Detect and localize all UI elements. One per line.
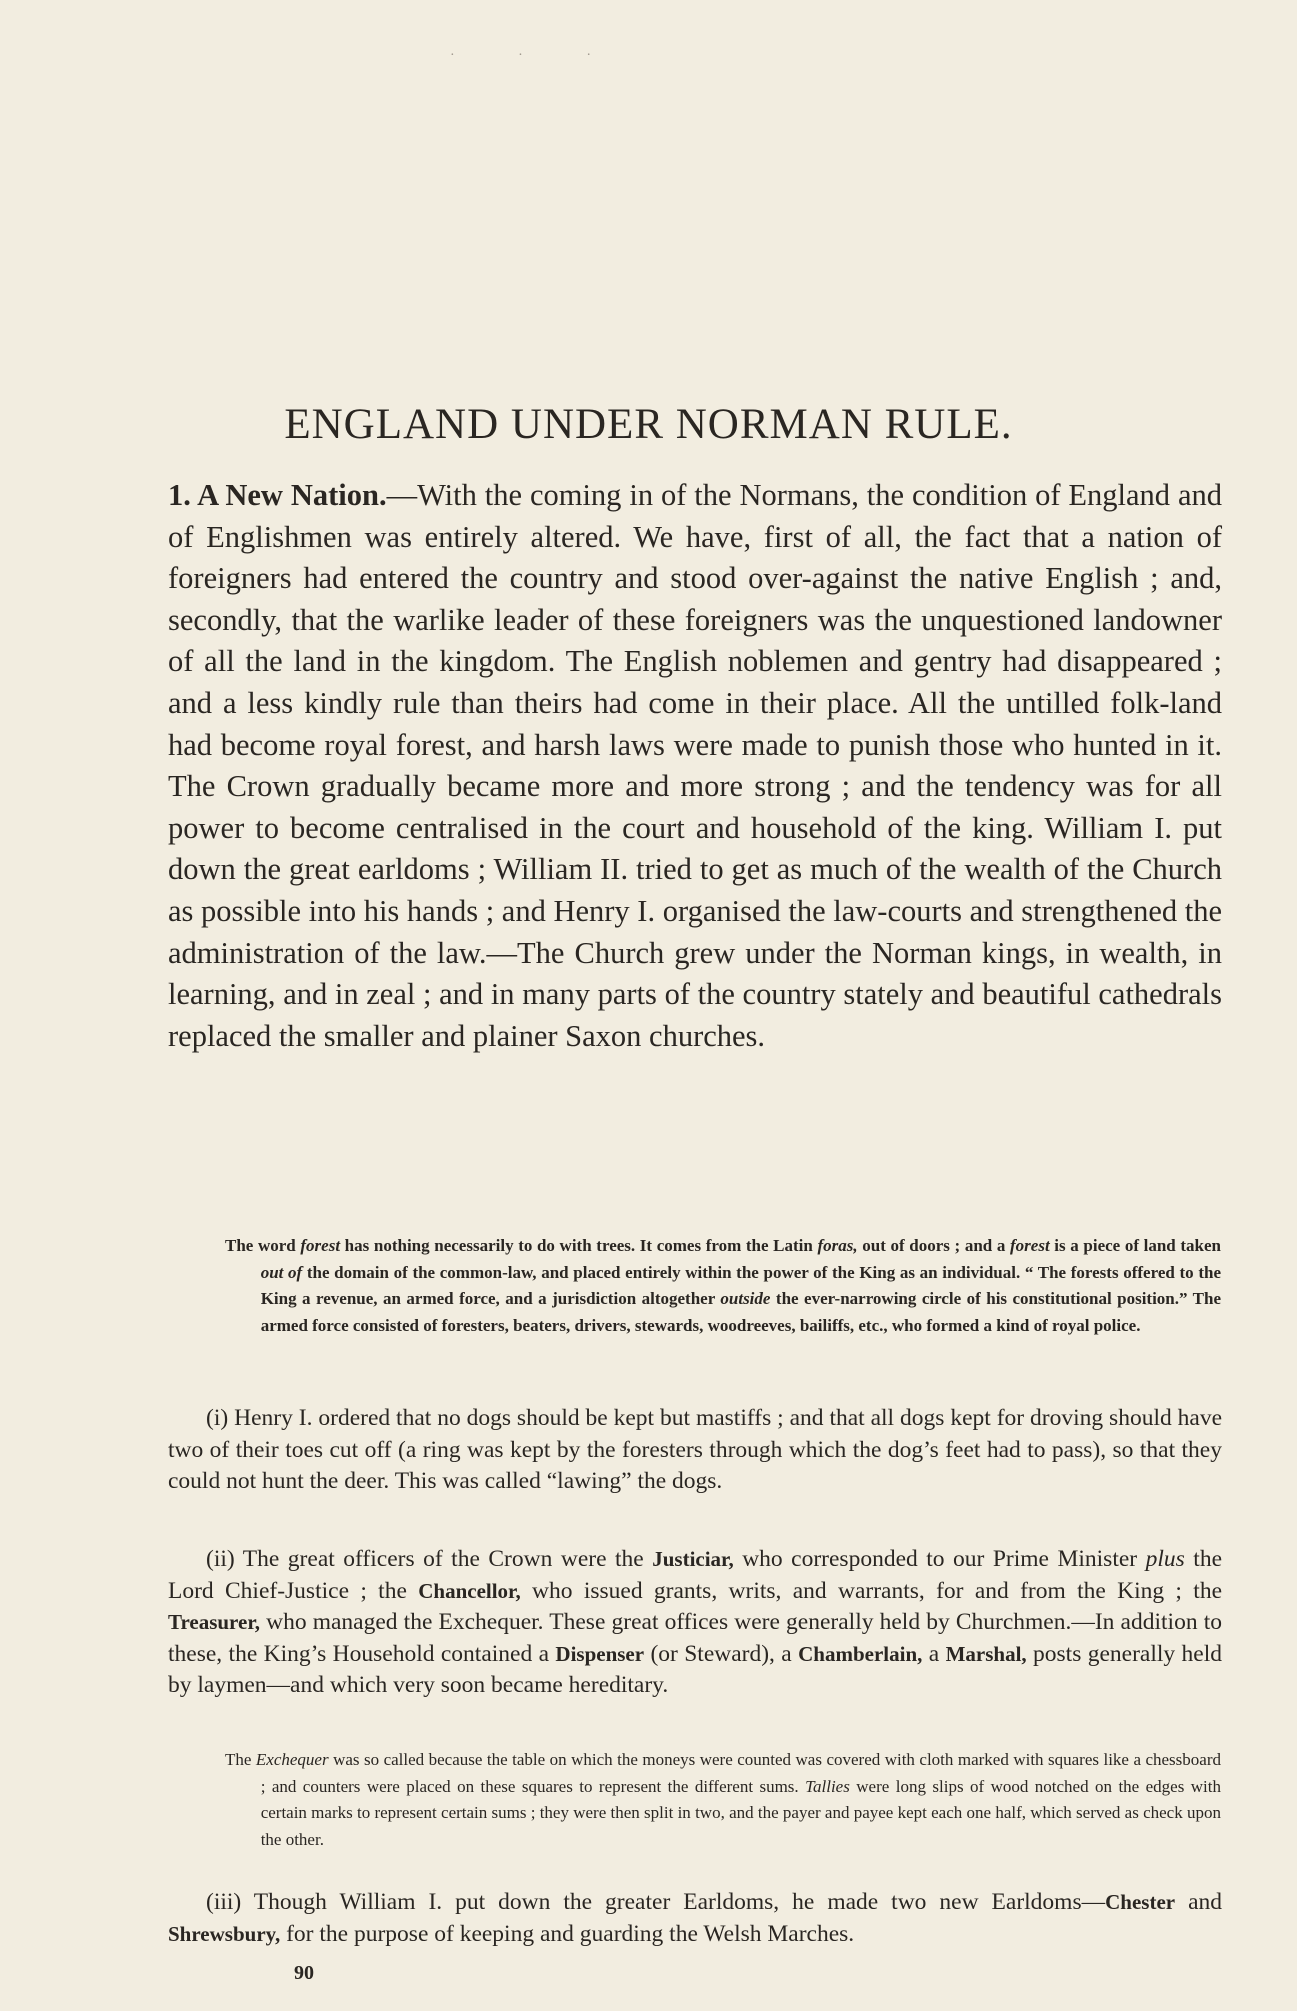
note-italic: foras,	[817, 1236, 858, 1255]
note-italic: Exchequer	[255, 1750, 329, 1769]
earldom-term: Chester	[1105, 1890, 1176, 1914]
section-1-paragraph	[168, 475, 1222, 1057]
para-text: (ii) The great officers of the Crown were the	[206, 1546, 653, 1572]
note-text: were long slips of wood notched on the edges with certain marks to represent certain sums ; they were then split in two, and the payer and payee kept each one half, which served as check upon the other.	[260, 1776, 1221, 1849]
para-text: who corresponded to our Prime Minister	[733, 1546, 1146, 1572]
para-italic: plus	[1145, 1546, 1185, 1572]
page-number: 90	[294, 1962, 314, 1984]
para-text: (or Steward), a	[644, 1640, 799, 1667]
para-text: for the purpose of keeping and guarding the Welsh Marches.	[280, 1920, 855, 1947]
section-1-body: —With the coming in of the Normans, the condition of England and of Englishmen was entirely altered. We have, first of all, the fact that a nation of foreigners had entered the country and stood over-against the native English ; and, secondly, that the warlike leader of these foreigners was the unquestioned landowner of all the land in the kingdom. The English noblemen and gentry had disappeared ; and a less kindly rule than theirs had come in their place. All the untilled folk-land had become royal forest, and harsh laws were made to punish those who hunted in it. The Crown gradually became more and more strong ; and the tendency was for all power to become centralised in the court and household of the king. William I. put down the great earldoms ; William II. tried to get as much of the wealth of the Church as possible into his hands ; and Henry I. organised the law-courts and strengthened the administration of the law.—The Church grew under the Norman kings, in wealth, in learning, and in zeal ; and in many parts of the country stately and beautiful cathedrals replaced the smaller and plainer Saxon churches.	[168, 478, 1222, 1053]
office-term: Marshal,	[945, 1641, 1027, 1666]
earldom-term: Shrewsbury,	[168, 1921, 281, 1946]
para-text: the Lord Chief-Justice ; the	[168, 1546, 1223, 1604]
note-italic: outside	[720, 1289, 771, 1308]
note-italic: forest	[1010, 1236, 1050, 1255]
note-text: is a piece of land taken	[1049, 1236, 1222, 1255]
office-term: Chancellor,	[418, 1578, 521, 1603]
note-text: has nothing necessarily to do with trees. It comes from the Latin	[340, 1236, 818, 1255]
office-term: Chamberlain,	[798, 1641, 923, 1666]
note-text: The word	[225, 1236, 301, 1255]
section-1-heading: 1. A New Nation.	[168, 478, 387, 512]
note-italic: Tallies	[805, 1776, 850, 1796]
note-text: was so called because the table on which the moneys were counted was covered with cloth marked with squares like a chessboard ; and counters were placed on these squares to represent the different sums.	[260, 1750, 1221, 1796]
para-text: (iii) Though William I. put down the greater Earldoms, he made two new Earldoms—	[206, 1889, 1106, 1915]
office-term: Treasurer,	[168, 1610, 260, 1634]
note-italic: forest	[300, 1236, 341, 1255]
chapter-title: ENGLAND UNDER NORMAN RULE.	[284, 401, 1013, 448]
note-italic: out of	[260, 1262, 303, 1282]
para-text: who managed the Exchequer. These great offices were generally held by Churchmen.—In addition to these, the King’s Household contained a	[168, 1609, 1222, 1667]
office-term: Justiciar,	[652, 1547, 734, 1571]
para-text: and	[1175, 1889, 1222, 1915]
note-text: the domain of the common-law, and placed entirely within the power of the King as an individual. “ The forests offered to the King a revenue, an armed force, and a jurisdiction altogether	[260, 1262, 1221, 1308]
office-term: Dispenser	[555, 1641, 645, 1666]
forest-footnote	[225, 1233, 1221, 1339]
paragraph-ii	[168, 1544, 1222, 1702]
page-specks: · · ·	[450, 48, 621, 63]
note-text: The	[225, 1750, 256, 1769]
para-text: who issued grants, writs, and warrants, for and from the King ; the	[520, 1577, 1222, 1604]
para-text: posts generally held by laymen—and which very soon became hereditary.	[168, 1640, 1222, 1698]
note-text: out of doors ; and a	[857, 1236, 1010, 1255]
paragraph-i: (i) Henry I. ordered that no dogs should be kept but mastiffs ; and that all dogs kept for droving should have two of their toes cut off (a ring was kept by the foresters through which the dog’s feet had to pass), so that they could not hunt the deer. This was called “lawing” the dogs.	[168, 1405, 1222, 1494]
paragraph-iii	[168, 1887, 1222, 1950]
exchequer-footnote	[225, 1747, 1221, 1853]
para-text: a	[922, 1640, 946, 1667]
note-text: the ever-narrowing circle of his constitutional position.” The armed force consisted of foresters, beaters, drivers, stewards, woodreeves, bailiffs, etc., who formed a kind of royal police.	[260, 1289, 1221, 1335]
